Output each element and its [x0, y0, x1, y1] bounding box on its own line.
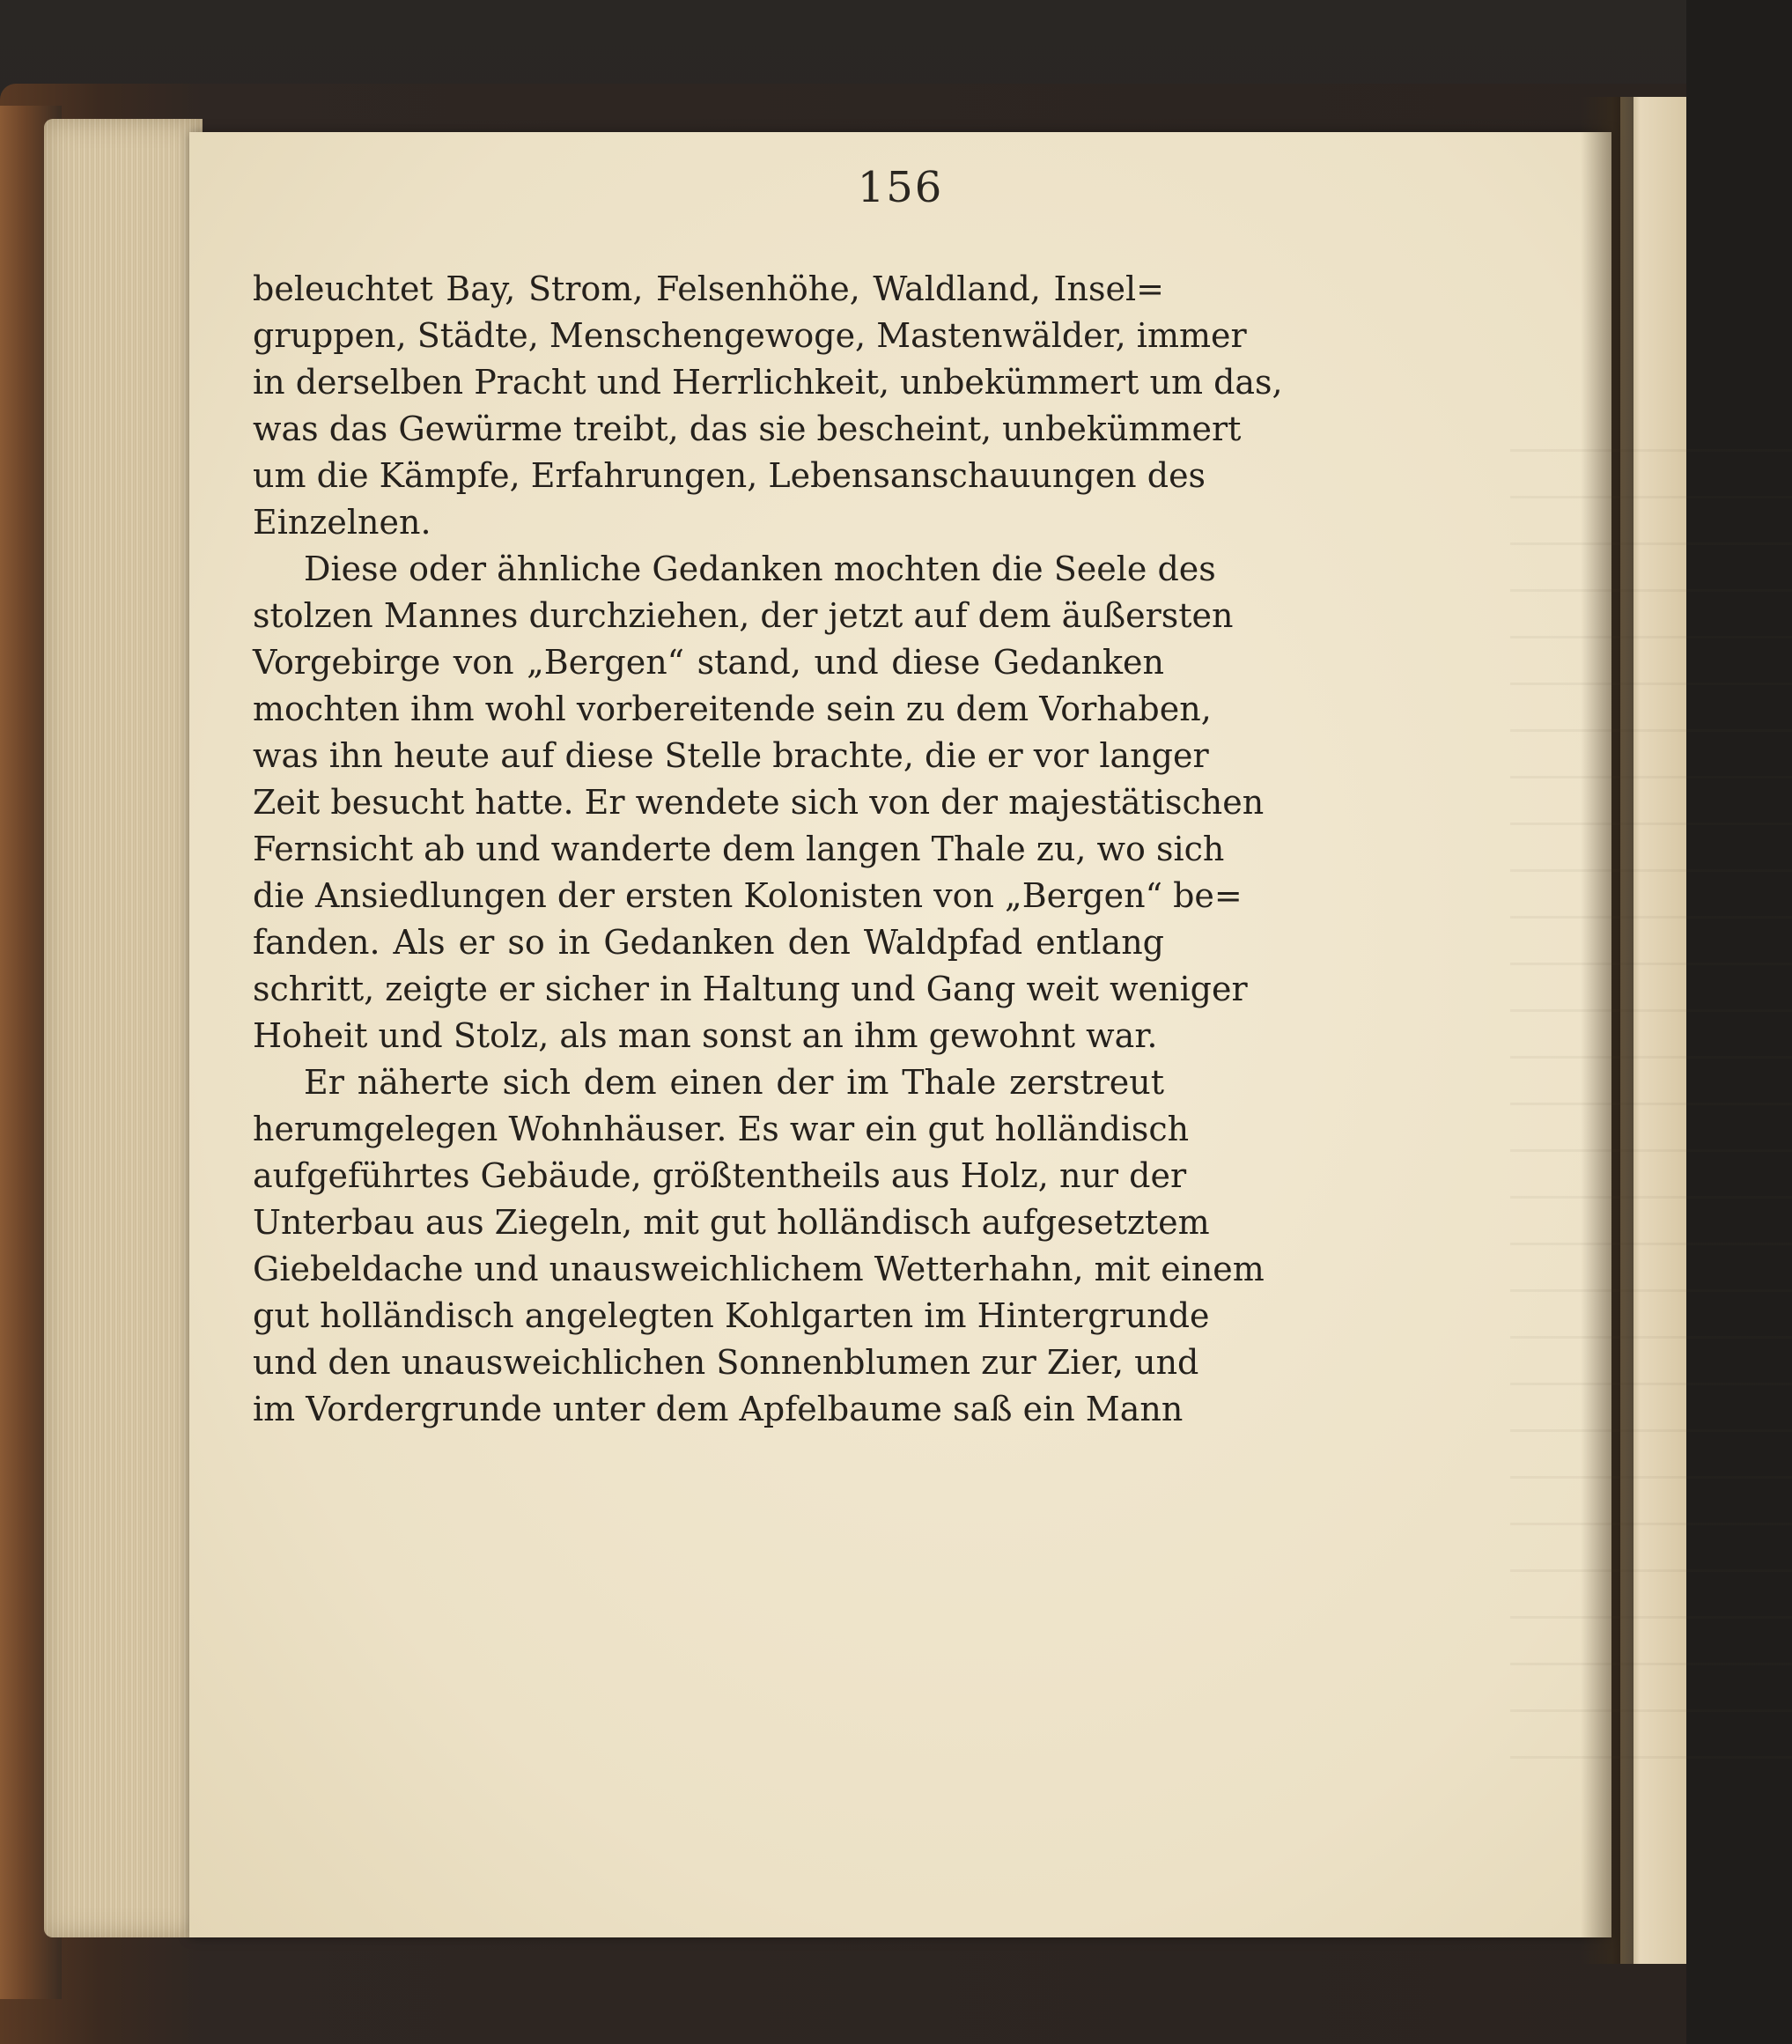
text-line: fanden. Als er so in Gedanken den Waldpfad entlang [253, 923, 1164, 962]
text-line: Zeit besucht hatte. Er wendete sich von der majestätischen [253, 783, 1265, 822]
body-text [253, 266, 1283, 1433]
text-line: was das Gewürme treibt, das sie bescheint, unbekümmert [253, 410, 1242, 448]
text-line: herumgelegen Wohnhäuser. Es war ein gut holländisch [253, 1110, 1190, 1148]
text-line: im Vordergrunde unter dem Apfelbaume saß ein Mann [253, 1390, 1184, 1428]
text-line: Vorgebirge von „Bergen“ stand, und diese Gedanken [253, 643, 1164, 682]
show-through-texture [1510, 449, 1792, 1770]
text-line: mochten ihm wohl vorbereitende sein zu dem Vorhaben, [253, 690, 1212, 728]
text-line: Diese oder ähnliche Gedanken mochten die Seele des [304, 550, 1216, 588]
text-line: Giebeldache und unausweichlichem Wetterhahn, mit einem [253, 1250, 1265, 1288]
text-line: in derselben Pracht und Herrlichkeit, unbekümmert um das, [253, 363, 1283, 402]
text-line: Hoheit und Stolz, als man sonst an ihm gewohnt war. [253, 1016, 1158, 1055]
text-line: Unterbau aus Ziegeln, mit gut holländisch aufgesetztem [253, 1203, 1210, 1242]
text-line: und den unausweichlichen Sonnenblumen zur Zier, und [253, 1343, 1199, 1382]
gutter-shadow [1581, 97, 1633, 1964]
text-line: gut holländisch angelegten Kohlgarten im Hintergrunde [253, 1296, 1210, 1335]
text-line: gruppen, Städte, Menschengewoge, Mastenwälder, immer [253, 316, 1247, 355]
text-line: die Ansiedlungen der ersten Kolonisten von „Bergen“ be= [253, 876, 1243, 915]
text-line: Fernsicht ab und wanderte dem langen Thale zu, wo sich [253, 830, 1225, 868]
page-number: 156 [857, 163, 944, 212]
text-line: um die Kämpfe, Erfahrungen, Lebensanschauungen des [253, 456, 1206, 495]
text-line: Er näherte sich dem einen der im Thale zerstreut [304, 1063, 1164, 1102]
text-line: was ihn heute auf diese Stelle brachte, die er vor langer [253, 736, 1209, 775]
text-line: Einzelnen. [253, 503, 431, 542]
text-line: schritt, zeigte er sicher in Haltung und Gang weit weniger [253, 970, 1248, 1008]
text-line: aufgeführtes Gebäude, größtentheils aus Holz, nur der [253, 1156, 1187, 1195]
text-line: beleuchtet Bay, Strom, Felsenhöhe, Waldland, Insel= [253, 269, 1164, 308]
left-page-stack [44, 119, 203, 1937]
text-line: stolzen Mannes durchziehen, der jetzt auf dem äußersten [253, 596, 1234, 635]
